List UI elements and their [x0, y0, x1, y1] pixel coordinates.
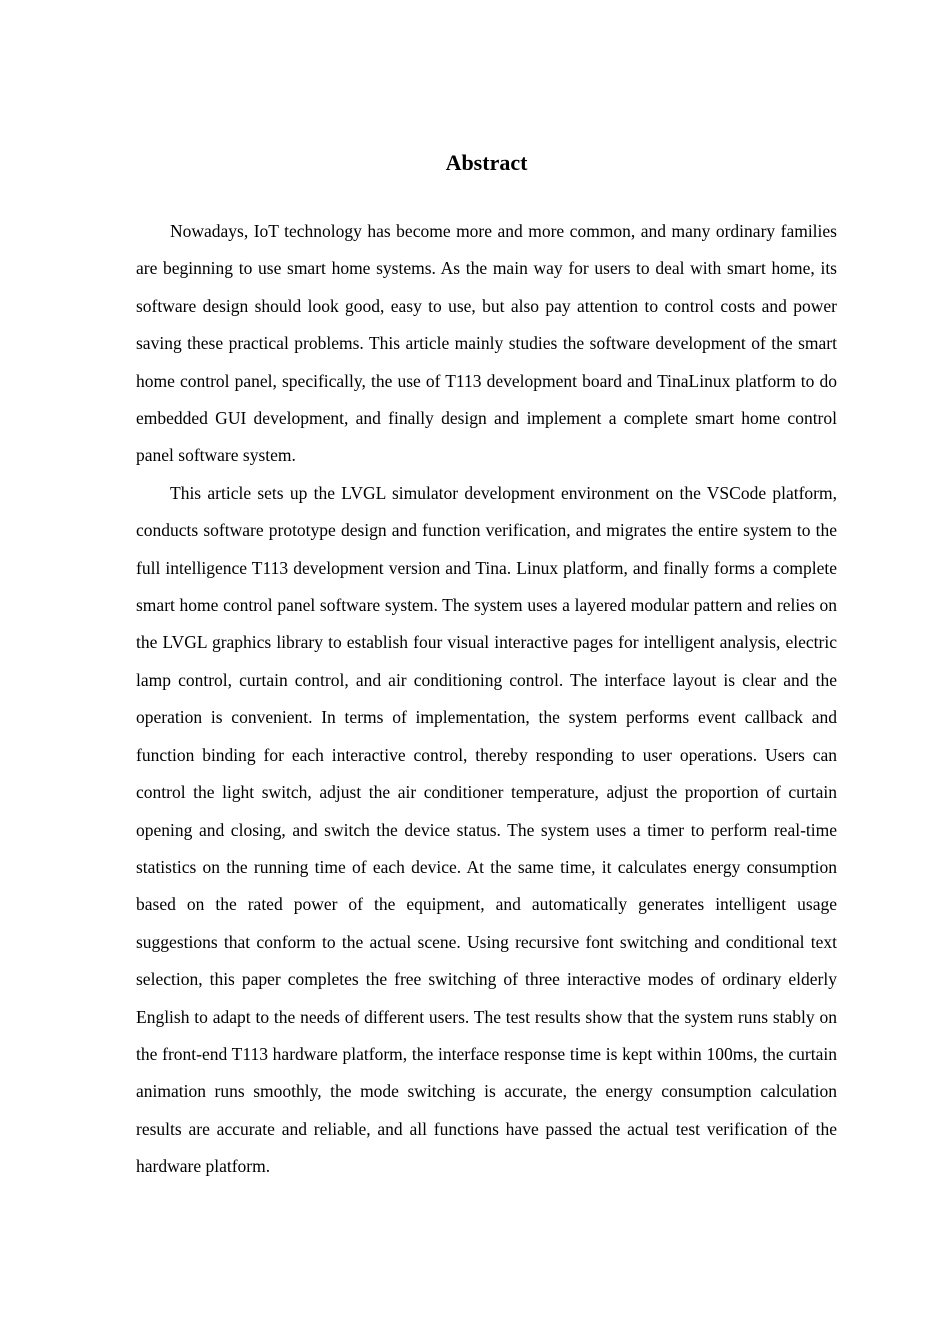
abstract-paragraph-1: Nowadays, IoT technology has become more and more common, and many ordinary families are beginning to use smart home systems. As the main way for users to deal with smart home, its software design should look good, easy to use, but also pay attention to control costs and power saving these practical problems. This article mainly studies the software development of the smart home control panel, specifically, the use of T113 development board and TinaLinux platform to do embedded GUI development, and finally design and implement a complete smart home control panel software system.	[136, 221, 837, 466]
abstract-body	[136, 213, 837, 1186]
abstract-paragraph-2: This article sets up the LVGL simulator development environment on the VSCode platform, conducts software prototype design and function verification, and migrates the entire system to the full intelligence T113 development version and Tina. Linux platform, and finally forms a complete smart home control panel software system. The system uses a layered modular pattern and relies on the LVGL graphics library to establish four visual interactive pages for intelligent analysis, electric lamp control, curtain control, and air conditioning control. The interface layout is clear and the operation is convenient. In terms of implementation, the system performs event callback and function binding for each interactive control, thereby responding to user operations. Users can control the light switch, adjust the air conditioner temperature, adjust the proportion of curtain opening and closing, and switch the device status. The system uses a timer to perform real-time statistics on the running time of each device. At the same time, it calculates energy consumption based on the rated power of the equipment, and automatically generates intelligent usage suggestions that conform to the actual scene. Using recursive font switching and conditional text selection, this paper completes the free switching of three interactive modes of ordinary elderly English to adapt to the needs of different users. The test results show that the system runs stably on the front-end T113 hardware platform, the interface response time is kept within 100ms, the curtain animation runs smoothly, the mode switching is accurate, the energy consumption calculation results are accurate and reliable, and all functions have passed the actual test verification of the hardware platform.	[136, 482, 837, 1177]
abstract-title: Abstract	[445, 150, 528, 175]
